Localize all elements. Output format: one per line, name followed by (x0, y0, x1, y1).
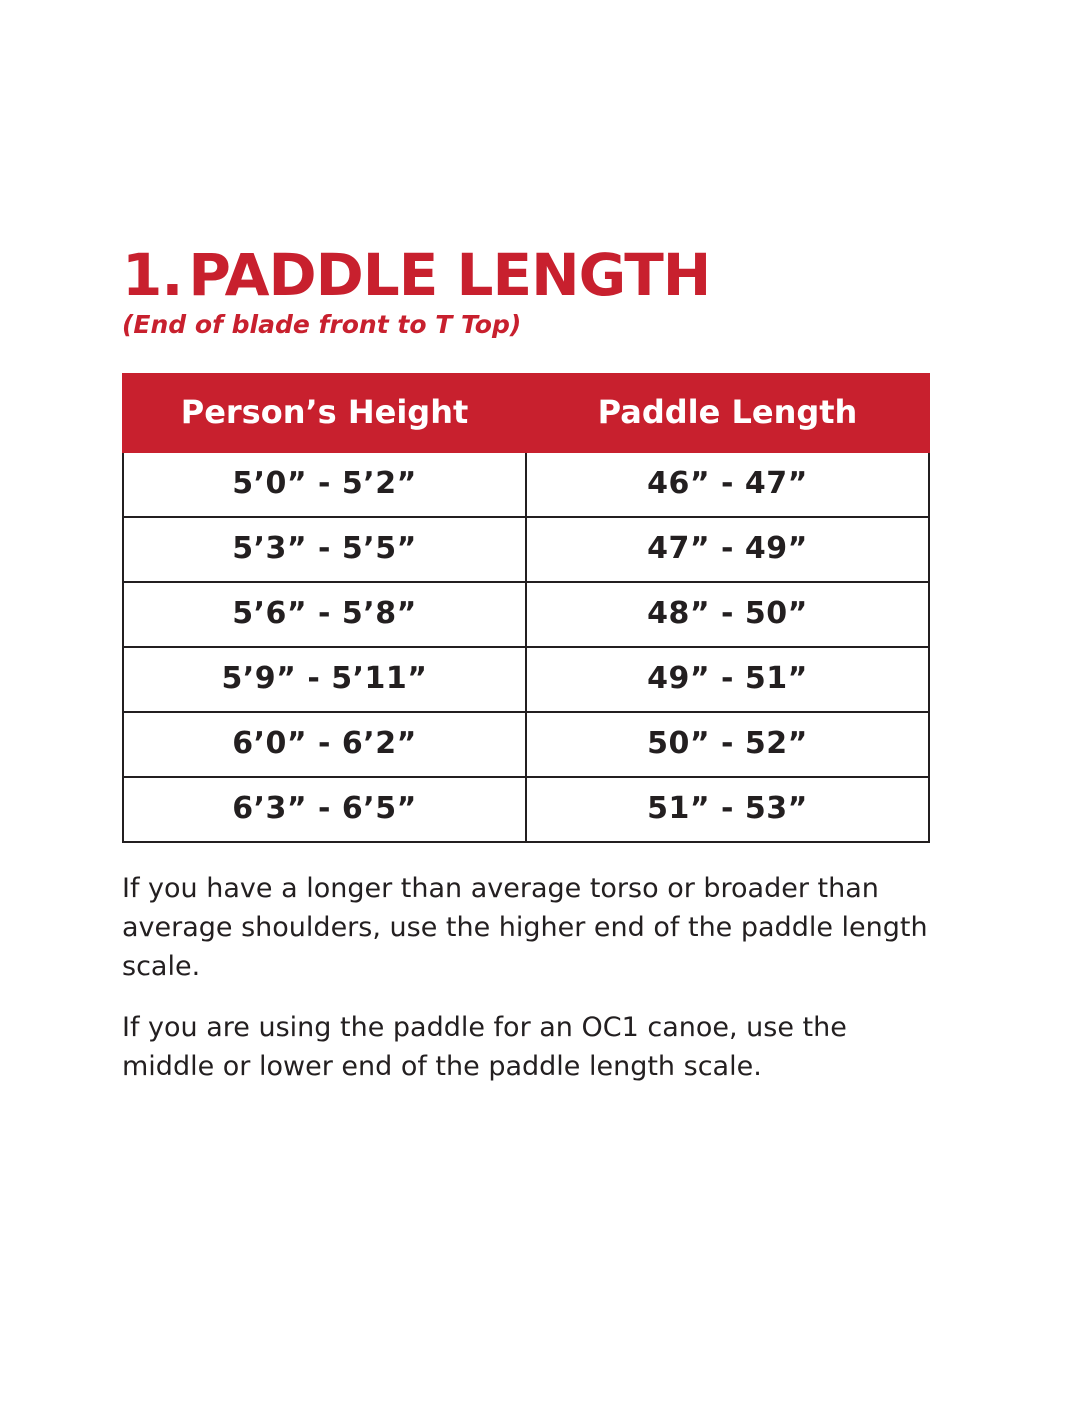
cell-paddle-length: 48” - 50” (526, 582, 929, 647)
page-subtitle: (End of blade front to T Top) (122, 309, 522, 339)
note-paragraph-2: If you are using the paddle for an OC1 canoe, use the middle or lower end of the paddle length scale. (122, 1012, 847, 1083)
content-block (122, 241, 932, 1087)
table-header-row (123, 374, 929, 452)
cell-paddle-length: 47” - 49” (526, 517, 929, 582)
cell-persons-height: 6’0” - 6’2” (123, 712, 526, 777)
cell-paddle-length: 46” - 47” (526, 452, 929, 517)
table-body (123, 452, 929, 842)
table-header (123, 374, 929, 452)
cell-paddle-length: 49” - 51” (526, 647, 929, 712)
table-row (123, 712, 929, 777)
notes-section (122, 869, 937, 1087)
note-paragraph-1: If you have a longer than average torso or broader than average shoulders, use the higher end of the paddle length scale. (122, 872, 928, 983)
paddle-length-table (122, 373, 930, 843)
page-title (122, 241, 932, 309)
cell-persons-height: 5’9” - 5’11” (123, 647, 526, 712)
column-header-persons-height: Person’s Height (123, 374, 526, 452)
table-row (123, 452, 929, 517)
table-row (123, 777, 929, 842)
table-row (123, 517, 929, 582)
table-row (123, 647, 929, 712)
column-header-paddle-length: Paddle Length (526, 374, 929, 452)
page-title-number: 1. (122, 241, 183, 309)
cell-paddle-length: 51” - 53” (526, 777, 929, 842)
cell-persons-height: 6’3” - 6’5” (123, 777, 526, 842)
cell-persons-height: 5’6” - 5’8” (123, 582, 526, 647)
cell-persons-height: 5’0” - 5’2” (123, 452, 526, 517)
table-row (123, 582, 929, 647)
cell-paddle-length: 50” - 52” (526, 712, 929, 777)
cell-persons-height: 5’3” - 5’5” (123, 517, 526, 582)
page-title-text: PADDLE LENGTH (188, 241, 711, 309)
